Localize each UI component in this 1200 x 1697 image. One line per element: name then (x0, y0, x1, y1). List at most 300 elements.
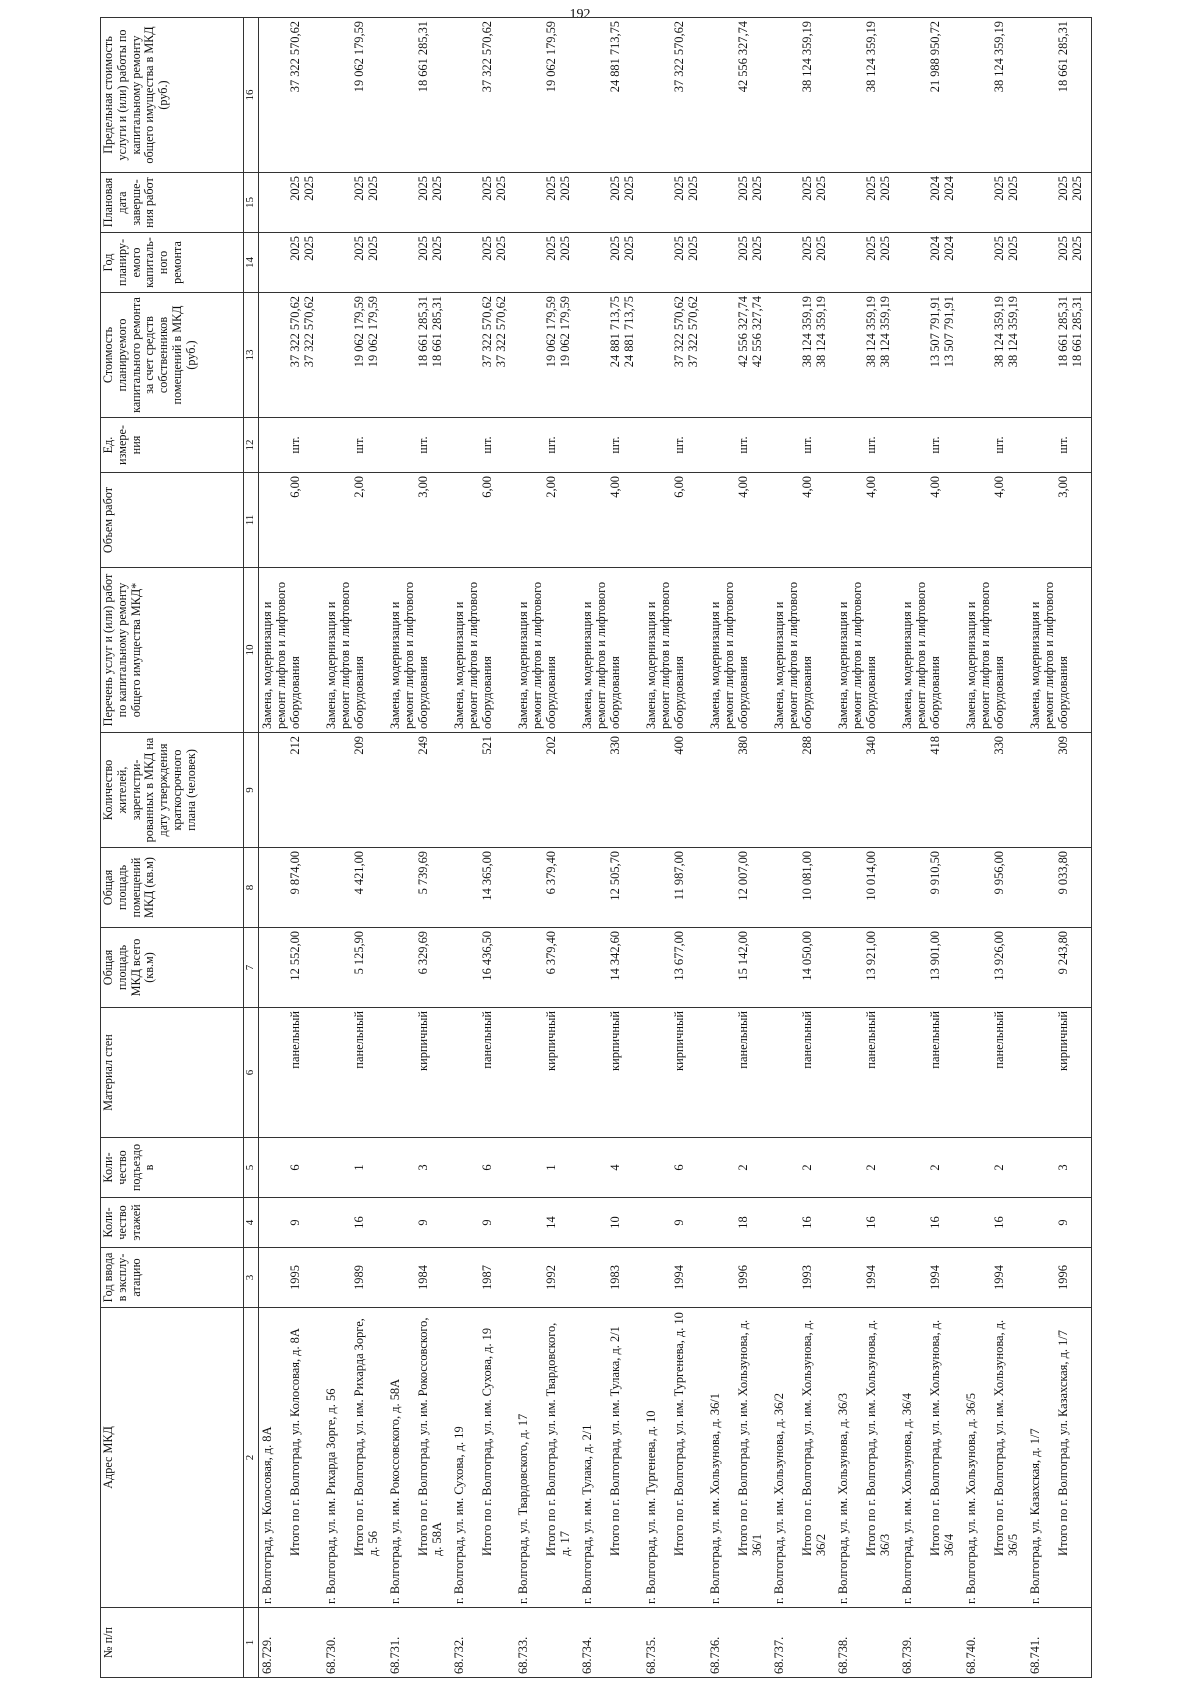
planned-cost-text: 18 661 285,31 (416, 296, 431, 368)
commission-year-text: 1996 (1056, 1265, 1071, 1290)
table-row (1027, 18, 1092, 1678)
planned-cost (899, 293, 963, 418)
entrances-count (323, 1138, 387, 1198)
residents-count (579, 733, 643, 848)
row-number-text: 68.731. (388, 1636, 402, 1674)
planned-cost-total-text: 19 062 179,59 (558, 296, 573, 368)
end-date-text: 2025 (352, 176, 367, 201)
row-number (323, 1608, 387, 1678)
residents-count-text: 340 (864, 736, 879, 755)
residents-count-text: 380 (736, 736, 751, 755)
residents-count (259, 733, 324, 848)
column-number: 16 (244, 18, 259, 173)
planned-year-total-text: 2025 (814, 236, 829, 261)
entrances-count (707, 1138, 771, 1198)
planned-cost-text: 37 322 570,62 (672, 296, 687, 368)
end-date (515, 173, 579, 233)
end-date-text: 2025 (672, 176, 687, 201)
planned-year (323, 233, 387, 293)
unit-text: шт. (288, 436, 303, 454)
floors-count (259, 1198, 324, 1248)
work-description-text: Замена, модернизация и ремонт лифтов и лифтового оборудования (708, 581, 751, 729)
work-volume (323, 473, 387, 568)
column-header: Коли-чество этажей (101, 1198, 244, 1248)
work-volume (387, 473, 451, 568)
work-volume-text: 4,00 (608, 476, 623, 498)
wall-material (451, 1008, 515, 1138)
total-address-text: Итого по г. Волгоград, ул. им. Тулака, д. 2/1 (608, 1326, 623, 1556)
commission-year (259, 1248, 324, 1308)
max-cost-text: 18 661 285,31 (1056, 21, 1071, 93)
planned-cost (323, 293, 387, 418)
work-volume (259, 473, 324, 568)
area-rooms (451, 848, 515, 928)
total-address-text: Итого по г. Волгоград, ул. им. Сухова, д. 19 (480, 1327, 495, 1556)
end-date-total-text: 2025 (750, 176, 765, 201)
wall-material-text: панельный (288, 1011, 303, 1069)
end-date-text: 2025 (480, 176, 495, 201)
max-cost (323, 18, 387, 173)
end-date-text: 2025 (608, 176, 623, 201)
total-address-text: Итого по г. Волгоград, ул. им. Хользунова, д. 36/1 (736, 1319, 765, 1556)
total-address-text: Итого по г. Волгоград, ул. им. Хользунова, д. 36/3 (864, 1319, 893, 1556)
end-date-total-text: 2024 (942, 176, 957, 201)
planned-cost (451, 293, 515, 418)
unit-text: шт. (416, 436, 431, 454)
work-volume (771, 473, 835, 568)
entrances-count-text: 3 (416, 1164, 431, 1171)
area-rooms (643, 848, 707, 928)
work-description-text: Замена, модернизация и ремонт лифтов и лифтового оборудования (1028, 581, 1071, 729)
area-total (963, 928, 1027, 1008)
area-total (451, 928, 515, 1008)
area-total-text: 5 125,90 (352, 931, 367, 975)
work-volume (451, 473, 515, 568)
end-date (963, 173, 1027, 233)
wall-material (963, 1008, 1027, 1138)
entrances-count (835, 1138, 899, 1198)
commission-year (451, 1248, 515, 1308)
area-rooms (899, 848, 963, 928)
column-header: Количество жителей, зарегистри-рованных в МКД на дату утверждения краткосрочного плана (человек) (101, 733, 244, 848)
address-text: г. Волгоград, ул. им. Тулака, д. 2/1 (580, 1424, 594, 1604)
work-description-text: Замена, модернизация и ремонт лифтов и лифтового оборудования (580, 581, 623, 729)
end-date-text: 2024 (928, 176, 943, 201)
work-description-text: Замена, модернизация и ремонт лифтов и лифтового оборудования (964, 581, 1007, 729)
address-cell (579, 1308, 643, 1608)
max-cost (387, 18, 451, 173)
work-description-text: Замена, модернизация и ремонт лифтов и лифтового оборудования (900, 581, 943, 729)
total-address-text: Итого по г. Волгоград, ул. им. Хользунова, д. 36/5 (992, 1319, 1021, 1556)
row-number (515, 1608, 579, 1678)
work-description (451, 568, 515, 733)
commission-year (835, 1248, 899, 1308)
page-number: 192 (569, 7, 591, 22)
wall-material (1027, 1008, 1092, 1138)
wall-material (771, 1008, 835, 1138)
planned-year (835, 233, 899, 293)
total-address-text: Итого по г. Волгоград, ул. им. Хользунова, д. 36/2 (800, 1319, 829, 1556)
header-row (101, 18, 244, 1678)
document-table-rotated (100, 18, 1100, 1678)
floors-count-text: 9 (1056, 1219, 1071, 1226)
area-total (707, 928, 771, 1008)
floors-count-text: 9 (672, 1219, 687, 1226)
row-number-text: 68.734. (580, 1636, 594, 1674)
table-row (643, 18, 707, 1678)
area-rooms-text: 4 421,00 (352, 851, 367, 895)
area-total-text: 6 329,69 (416, 931, 431, 975)
work-volume (707, 473, 771, 568)
work-volume (963, 473, 1027, 568)
column-number-row (244, 18, 259, 1678)
max-cost-text: 24 881 713,75 (608, 21, 623, 93)
max-cost (899, 18, 963, 173)
work-description-text: Замена, модернизация и ремонт лифтов и лифтового оборудования (260, 581, 303, 729)
planned-year-text: 2025 (736, 236, 751, 261)
area-rooms (771, 848, 835, 928)
row-number (579, 1608, 643, 1678)
floors-count (643, 1198, 707, 1248)
area-rooms-text: 9 874,00 (288, 851, 303, 895)
planned-cost-text: 37 322 570,62 (288, 296, 303, 368)
area-rooms (259, 848, 324, 928)
end-date (643, 173, 707, 233)
residents-count-text: 249 (416, 736, 431, 755)
work-volume-text: 2,00 (544, 476, 559, 498)
commission-year (1027, 1248, 1092, 1308)
address-text: г. Волгоград, ул. им. Хользунова, д. 36/2 (772, 1393, 786, 1604)
planned-cost (259, 293, 324, 418)
planned-year-total-text: 2025 (750, 236, 765, 261)
commission-year-text: 1984 (416, 1265, 431, 1290)
end-date-total-text: 2025 (302, 176, 317, 201)
area-rooms (515, 848, 579, 928)
planned-cost-total-text: 13 507 791,91 (942, 296, 957, 368)
table-row (707, 18, 771, 1678)
address-cell (451, 1308, 515, 1608)
total-address-text: Итого по г. Волгоград, ул. им. Рокоссовского, д. 58А (416, 1317, 445, 1556)
column-header: Предельная стоимость услуги и (или) работы по капитальному ремонту общего имущества в МКД (руб.) (101, 18, 244, 173)
end-date (707, 173, 771, 233)
floors-count (707, 1198, 771, 1248)
residents-count-text: 418 (928, 736, 943, 755)
wall-material-text: кирпичный (544, 1011, 559, 1071)
planned-year-total-text: 2025 (366, 236, 381, 261)
max-cost (1027, 18, 1092, 173)
table-row (771, 18, 835, 1678)
floors-count-text: 14 (544, 1216, 559, 1229)
work-description (323, 568, 387, 733)
area-total (323, 928, 387, 1008)
work-volume (515, 473, 579, 568)
column-header: Год ввода в эксплу-атацию (101, 1248, 244, 1308)
wall-material-text: панельный (928, 1011, 943, 1069)
max-cost-text: 21 988 950,72 (928, 21, 943, 93)
area-rooms (387, 848, 451, 928)
planned-year (1027, 233, 1092, 293)
end-date (451, 173, 515, 233)
planned-cost-text: 18 661 285,31 (1056, 296, 1071, 368)
planned-year-text: 2025 (608, 236, 623, 261)
floors-count (451, 1198, 515, 1248)
entrances-count-text: 2 (928, 1164, 943, 1171)
table-row (579, 18, 643, 1678)
column-header: № п/п (101, 1608, 244, 1678)
end-date-total-text: 2025 (622, 176, 637, 201)
table-row (899, 18, 963, 1678)
column-header: Общая площадь помещений МКД (кв.м) (101, 848, 244, 928)
planned-year-text: 2025 (672, 236, 687, 261)
floors-count (963, 1198, 1027, 1248)
column-header: Общая площадь МКД всего (кв.м) (101, 928, 244, 1008)
work-volume-text: 3,00 (1056, 476, 1071, 498)
area-rooms-text: 9 956,00 (992, 851, 1007, 895)
row-number-text: 68.736. (708, 1636, 722, 1674)
wall-material (323, 1008, 387, 1138)
residents-count-text: 330 (992, 736, 1007, 755)
table-row (387, 18, 451, 1678)
column-number: 5 (244, 1138, 259, 1198)
planned-year (963, 233, 1027, 293)
planned-year-text: 2025 (1056, 236, 1071, 261)
unit-text: шт. (864, 436, 879, 454)
planned-year-text: 2024 (928, 236, 943, 261)
planned-year-total-text: 2025 (1006, 236, 1021, 261)
row-number (963, 1608, 1027, 1678)
max-cost (515, 18, 579, 173)
area-total (515, 928, 579, 1008)
unit (451, 418, 515, 473)
unit (835, 418, 899, 473)
floors-count-text: 16 (352, 1216, 367, 1229)
unit (515, 418, 579, 473)
planned-year-total-text: 2025 (302, 236, 317, 261)
unit (771, 418, 835, 473)
work-volume-text: 6,00 (480, 476, 495, 498)
column-number: 9 (244, 733, 259, 848)
residents-count-text: 309 (1056, 736, 1071, 755)
entrances-count-text: 4 (608, 1164, 623, 1171)
work-description (899, 568, 963, 733)
planned-year (259, 233, 324, 293)
commission-year-text: 1994 (672, 1265, 687, 1290)
area-total (835, 928, 899, 1008)
planned-year (451, 233, 515, 293)
area-rooms-text: 6 379,40 (544, 851, 559, 895)
end-date-text: 2025 (416, 176, 431, 201)
column-number: 1 (244, 1608, 259, 1678)
row-number (707, 1608, 771, 1678)
entrances-count (515, 1138, 579, 1198)
row-number-text: 68.741. (1028, 1636, 1042, 1674)
address-text: г. Волгоград, ул. им. Рокоссовского, д. 58А (388, 1378, 402, 1604)
floors-count-text: 18 (736, 1216, 751, 1229)
row-number (835, 1608, 899, 1678)
floors-count (387, 1198, 451, 1248)
end-date (771, 173, 835, 233)
end-date (323, 173, 387, 233)
column-number: 7 (244, 928, 259, 1008)
unit-text: шт. (352, 436, 367, 454)
work-volume-text: 4,00 (928, 476, 943, 498)
table-body (259, 18, 1092, 1678)
max-cost-text: 19 062 179,59 (352, 21, 367, 93)
end-date-total-text: 2025 (878, 176, 893, 201)
floors-count-text: 16 (992, 1216, 1007, 1229)
floors-count-text: 9 (288, 1219, 303, 1226)
commission-year (579, 1248, 643, 1308)
residents-count (1027, 733, 1092, 848)
wall-material-text: панельный (800, 1011, 815, 1069)
column-number: 13 (244, 293, 259, 418)
row-number-text: 68.732. (452, 1636, 466, 1674)
address-text: г. Волгоград, ул. Казахская, д. 1/7 (1028, 1428, 1042, 1604)
wall-material (515, 1008, 579, 1138)
max-cost (643, 18, 707, 173)
planned-cost (835, 293, 899, 418)
max-cost-text: 18 661 285,31 (416, 21, 431, 93)
column-header: Стоимость планируемого капитального ремонта за счет средств собственников помещений в МКД (руб.) (101, 293, 244, 418)
planned-year-text: 2025 (992, 236, 1007, 261)
end-date-text: 2025 (1056, 176, 1071, 201)
area-rooms-text: 10 014,00 (864, 851, 879, 901)
area-total-text: 13 926,00 (992, 931, 1007, 981)
commission-year-text: 1983 (608, 1265, 623, 1290)
work-description (1027, 568, 1092, 733)
max-cost-text: 19 062 179,59 (544, 21, 559, 93)
work-description-text: Замена, модернизация и ремонт лифтов и лифтового оборудования (836, 581, 879, 729)
planned-cost (771, 293, 835, 418)
column-header: Плановая дата заверше-ния работ (101, 173, 244, 233)
row-number-text: 68.733. (516, 1636, 530, 1674)
area-rooms-text: 9 910,50 (928, 851, 943, 895)
end-date (579, 173, 643, 233)
entrances-count-text: 2 (736, 1164, 751, 1171)
planned-year-total-text: 2025 (622, 236, 637, 261)
entrances-count (899, 1138, 963, 1198)
end-date-total-text: 2025 (814, 176, 829, 201)
commission-year (771, 1248, 835, 1308)
work-description (387, 568, 451, 733)
work-volume-text: 3,00 (416, 476, 431, 498)
address-text: г. Волгоград, ул. им. Хользунова, д. 36/1 (708, 1393, 722, 1604)
end-date-text: 2025 (992, 176, 1007, 201)
max-cost (771, 18, 835, 173)
planned-year (515, 233, 579, 293)
planned-cost-text: 13 507 791,91 (928, 296, 943, 368)
planned-year-text: 2025 (864, 236, 879, 261)
area-total (899, 928, 963, 1008)
end-date-total-text: 2025 (494, 176, 509, 201)
column-header: Материал стен (101, 1008, 244, 1138)
unit-text: шт. (992, 436, 1007, 454)
work-description-text: Замена, модернизация и ремонт лифтов и лифтового оборудования (516, 581, 559, 729)
unit-text: шт. (736, 436, 751, 454)
work-description (579, 568, 643, 733)
column-header: Год планиру-емого капиталь-ного ремонта (101, 233, 244, 293)
address-text: г. Волгоград, ул. им. Хользунова, д. 36/3 (836, 1393, 850, 1604)
residents-count-text: 212 (288, 736, 303, 755)
unit (899, 418, 963, 473)
planned-cost-total-text: 38 124 359,19 (814, 296, 829, 368)
commission-year-text: 1987 (480, 1265, 495, 1290)
area-total-text: 12 552,00 (288, 931, 303, 981)
row-number (1027, 1608, 1092, 1678)
area-rooms (707, 848, 771, 928)
max-cost-text: 37 322 570,62 (480, 21, 495, 93)
address-cell (835, 1308, 899, 1608)
entrances-count-text: 1 (352, 1164, 367, 1171)
area-total-text: 6 379,40 (544, 931, 559, 975)
planned-year-total-text: 2025 (686, 236, 701, 261)
area-total-text: 13 901,00 (928, 931, 943, 981)
max-cost (707, 18, 771, 173)
work-volume (835, 473, 899, 568)
residents-count (387, 733, 451, 848)
planned-cost-total-text: 24 881 713,75 (622, 296, 637, 368)
work-volume-text: 4,00 (800, 476, 815, 498)
work-description (259, 568, 324, 733)
residents-count (963, 733, 1027, 848)
work-volume-text: 4,00 (992, 476, 1007, 498)
planned-cost (707, 293, 771, 418)
column-number: 12 (244, 418, 259, 473)
planned-year-text: 2025 (416, 236, 431, 261)
area-total (643, 928, 707, 1008)
unit (1027, 418, 1092, 473)
work-description (963, 568, 1027, 733)
planned-year-total-text: 2025 (878, 236, 893, 261)
planned-cost-total-text: 18 661 285,31 (1070, 296, 1085, 368)
address-cell (387, 1308, 451, 1608)
table-row (515, 18, 579, 1678)
floors-count-text: 9 (416, 1219, 431, 1226)
max-cost-text: 38 124 359,19 (800, 21, 815, 93)
entrances-count-text: 3 (1056, 1164, 1071, 1171)
work-volume (643, 473, 707, 568)
row-number-text: 68.735. (644, 1636, 658, 1674)
planned-cost-total-text: 38 124 359,19 (878, 296, 893, 368)
column-header: Объем работ (101, 473, 244, 568)
area-rooms-text: 11 987,00 (672, 851, 687, 901)
unit (323, 418, 387, 473)
area-rooms-text: 12 007,00 (736, 851, 751, 901)
column-header: Адрес МКД (101, 1308, 244, 1608)
planned-cost-text: 42 556 327,74 (736, 296, 751, 368)
unit (579, 418, 643, 473)
address-text: г. Волгоград, ул. им. Тургенева, д. 10 (644, 1410, 658, 1604)
entrances-count (643, 1138, 707, 1198)
unit (259, 418, 324, 473)
commission-year (899, 1248, 963, 1308)
floors-count (323, 1198, 387, 1248)
row-number-text: 68.729. (260, 1636, 274, 1674)
planned-year-text: 2025 (480, 236, 495, 261)
row-number-text: 68.740. (964, 1636, 978, 1674)
row-number-text: 68.739. (900, 1636, 914, 1674)
area-rooms (963, 848, 1027, 928)
planned-cost-total-text: 18 661 285,31 (430, 296, 445, 368)
floors-count (1027, 1198, 1092, 1248)
planned-cost (963, 293, 1027, 418)
residents-count-text: 400 (672, 736, 687, 755)
work-description (771, 568, 835, 733)
row-number (259, 1608, 324, 1678)
area-rooms (1027, 848, 1092, 928)
commission-year-text: 1994 (864, 1265, 879, 1290)
address-text: г. Волгоград, ул. им. Хользунова, д. 36/5 (964, 1393, 978, 1604)
